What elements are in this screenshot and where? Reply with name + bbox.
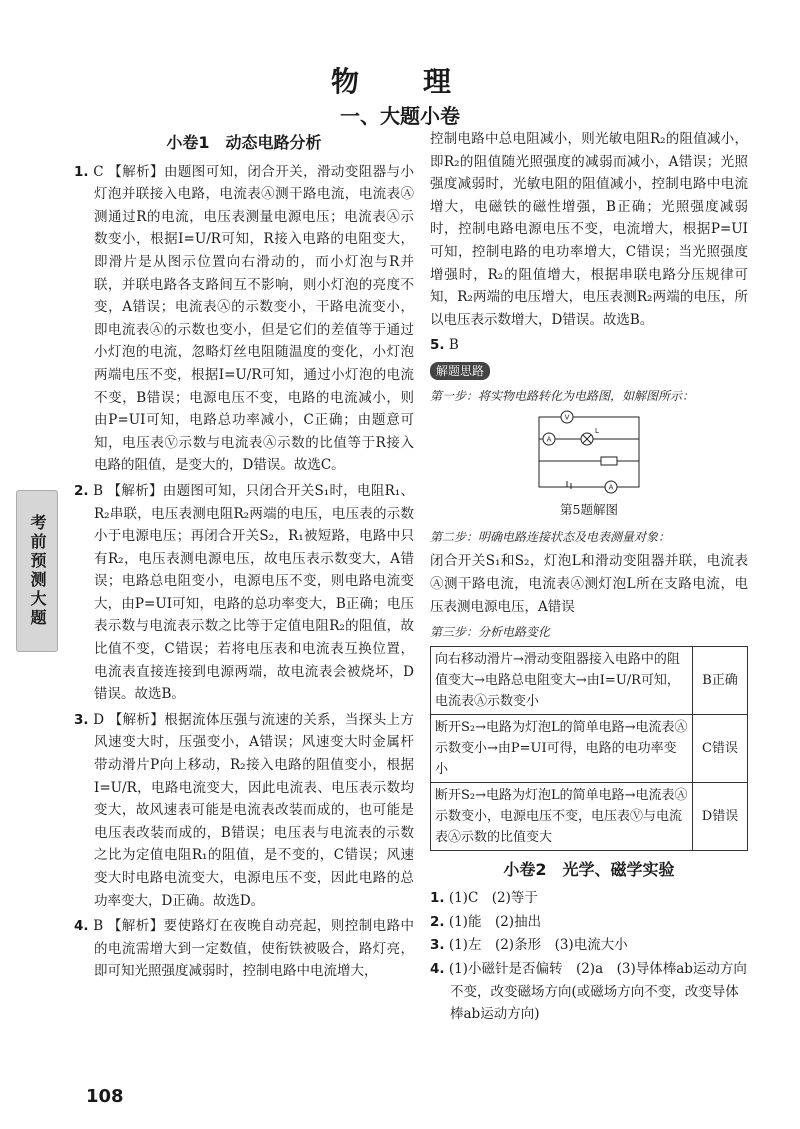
analysis-table [430, 646, 748, 851]
answer-text: (1)C (2)等于 [448, 890, 538, 907]
question-5 [430, 334, 748, 357]
question-body: B 【解析】由题图可知，只闭合开关S₁时，电阻R₁、R₂串联，电压表测电阻R₂两端的电压，电压表的示数小于电源电压；再闭合开关S₂，R₁被短路，电路中只有R₂，电压表测电源电压，故电压表示数变大，A错误；电路总电阻变小，电源电压不变，则电路电流变大，由P=UI可知，电路的总功率变大，B正确；电压表示数与电流表示数之比等于定值电阻R₂的阻值，故比值不变，C错误；若将电压表和电流表互换位置，电流表直接连接到电源两端，故电流表会被烧坏，D错误。故选B。 [93, 482, 414, 703]
question-body: D 【解析】根据流体压强与流速的关系，当探头上方风速变大时，压强变小，A错误；风速变大时金属杆带动滑片P向上移动，R₂接入电路的阻值变小，根据I=U/R，电路电流变大，因此电流表、电压表示数均变大，故风速表可能是电流表改装而成的，也可能是电压表改装而成的，B错误；电压表与电流表的示数之比为定值电阻R₁的阻值，是不变的，C错误；风速变大时电路电流变大，电源电压不变，因此电路的总功率变大，D正确。故选D。 [93, 711, 414, 909]
right-column [430, 128, 748, 1027]
question-4-continued: 控制电路中总电阻减小，则光敏电阻R₂的阻值减小，即R₂的阻值随光照强度的减弱而减小，A错误；光照强度减弱时，光敏电阻的阻值减小，控制电路中电流增大，电磁铁的磁性增强，B正确；光照强度减弱时，控制电路电源电压不变，电流增大，根据P=UI可知，控制电路的电功率增大，C错误；当光照强度增强时，R₂的阻值增大，根据串联电路分压规律可知，R₂两端的电压增大，电压表测R₂两端的电压，所以电压表示数增大，D错误。故选B。 [430, 131, 748, 328]
svg-text:A: A [546, 435, 552, 444]
subsection-title-1: 小卷1 动态电路分析 [166, 133, 322, 152]
answer-4 [430, 958, 748, 1026]
step-1: 第一步：将实物电路转化为电路图，如解图所示： [430, 388, 695, 403]
subsection-title-2: 小卷2 光学、磁学实验 [503, 859, 675, 879]
question-3 [74, 709, 414, 912]
table-cell-analysis: 断开S₂→电路为灯泡L的简单电路→电流表Ⓐ示数变小→由P=UI可得，电路的电功率变小 [431, 714, 693, 782]
question-2 [74, 480, 414, 706]
table-row [431, 782, 748, 850]
table-cell-result: D错误 [693, 782, 748, 850]
svg-text:A: A [608, 483, 614, 492]
step-2-text: 闭合开关S₁和S₂，灯泡L和滑动变阻器并联，电流表Ⓐ测干路电流，电流表Ⓐ测灯泡L所在支路电流，电压表测电源电压，A错误 [430, 553, 748, 615]
question-1 [74, 161, 414, 477]
table-cell-analysis: 断开S₂→电路为灯泡L的简单电路→电流表Ⓐ示数变小，电源电压不变，电压表Ⓥ与电流表Ⓐ示数的比值变大 [431, 782, 693, 850]
think-badge: 解题思路 [430, 362, 490, 380]
answer-number: 4. [430, 961, 445, 978]
answer-2 [430, 911, 748, 934]
step-2: 第二步：明确电路连接状态及电表测量对象： [430, 529, 671, 544]
page-title: 物 理 [330, 65, 469, 98]
question-body: B 【解析】要使路灯在夜晚自动亮起，则控制电路中的电流需增大到一定数值，使衔铁被吸合，路灯亮，即可知光照强度减弱时，控制电路中电流增大， [93, 918, 414, 980]
step-3: 第三步：分析电路变化 [430, 625, 551, 640]
question-number: 2. [74, 482, 89, 499]
svg-text:V: V [564, 413, 570, 422]
question-body: C 【解析】由题图可知，闭合开关，滑动变阻器与小灯泡并联接入电路，电流表Ⓐ测干路电流，电流表Ⓐ测通过R的电流，电压表测量电源电压；电流表Ⓐ示数变小，根据I=U/R可知，R接入电路的电阻变大，即滑片是从图示位置向右滑动的，而小灯泡与R并联，并联电路各支路间互不影响，则小灯泡的亮度不变，A错误；电流表Ⓐ的示数变小，干路电流变小，即电流表Ⓐ的示数也变小，但是它们的差值等于通过小灯泡的电流，忽略灯丝电阻随温度的变化，小灯泡两端电压不变，根据I=U/R可知，通过小灯泡的电流不变，B错误；电源电压不变，电路的电流减小，则由P=UI可知，电路总功率减小，C正确；由题意可知，电压表Ⓥ示数与电流表Ⓐ示数的比值等于R接入电路的阻值，是变大的，D错误。故选C。 [93, 163, 415, 474]
answer-text: (1)左 (2)条形 (3)电流大小 [448, 937, 628, 954]
answer-3 [430, 934, 748, 957]
side-tab: 考前预测大题 [16, 490, 58, 652]
table-row [431, 714, 748, 782]
table-cell-analysis: 向右移动滑片→滑动变阻器接入电路中的阻值变大→电路总电阻变大→由I=U/R可知，电流表Ⓐ示数变小 [431, 646, 693, 714]
answer-text: (1)能 (2)抽出 [448, 913, 542, 930]
answer-number: 1. [430, 890, 445, 907]
left-column [74, 128, 414, 986]
table-row [431, 646, 748, 714]
svg-text:L: L [595, 427, 599, 436]
question-number: 4. [74, 918, 89, 935]
table-cell-result: C错误 [693, 714, 748, 782]
answer-number: 2. [430, 913, 445, 930]
section-title: 一、大题小卷 [340, 104, 460, 128]
page-number: 108 [86, 1086, 124, 1107]
question-answer: B [448, 337, 459, 354]
think-section [430, 360, 748, 383]
answer-number: 3. [430, 937, 445, 954]
answer-text: (1)小磁针是否偏转 (2)a (3)导体棒ab运动方向不变，改变磁场方向(或磁场方向不变，改变导体棒ab运动方向) [448, 961, 747, 1023]
question-number: 1. [74, 163, 89, 180]
circuit-diagram [529, 409, 649, 499]
question-4 [74, 915, 414, 983]
question-number: 3. [74, 711, 89, 728]
table-cell-result: B正确 [693, 646, 748, 714]
question-number: 5. [430, 337, 445, 354]
figure-caption: 第5题解图 [560, 502, 618, 518]
answer-1 [430, 887, 748, 910]
